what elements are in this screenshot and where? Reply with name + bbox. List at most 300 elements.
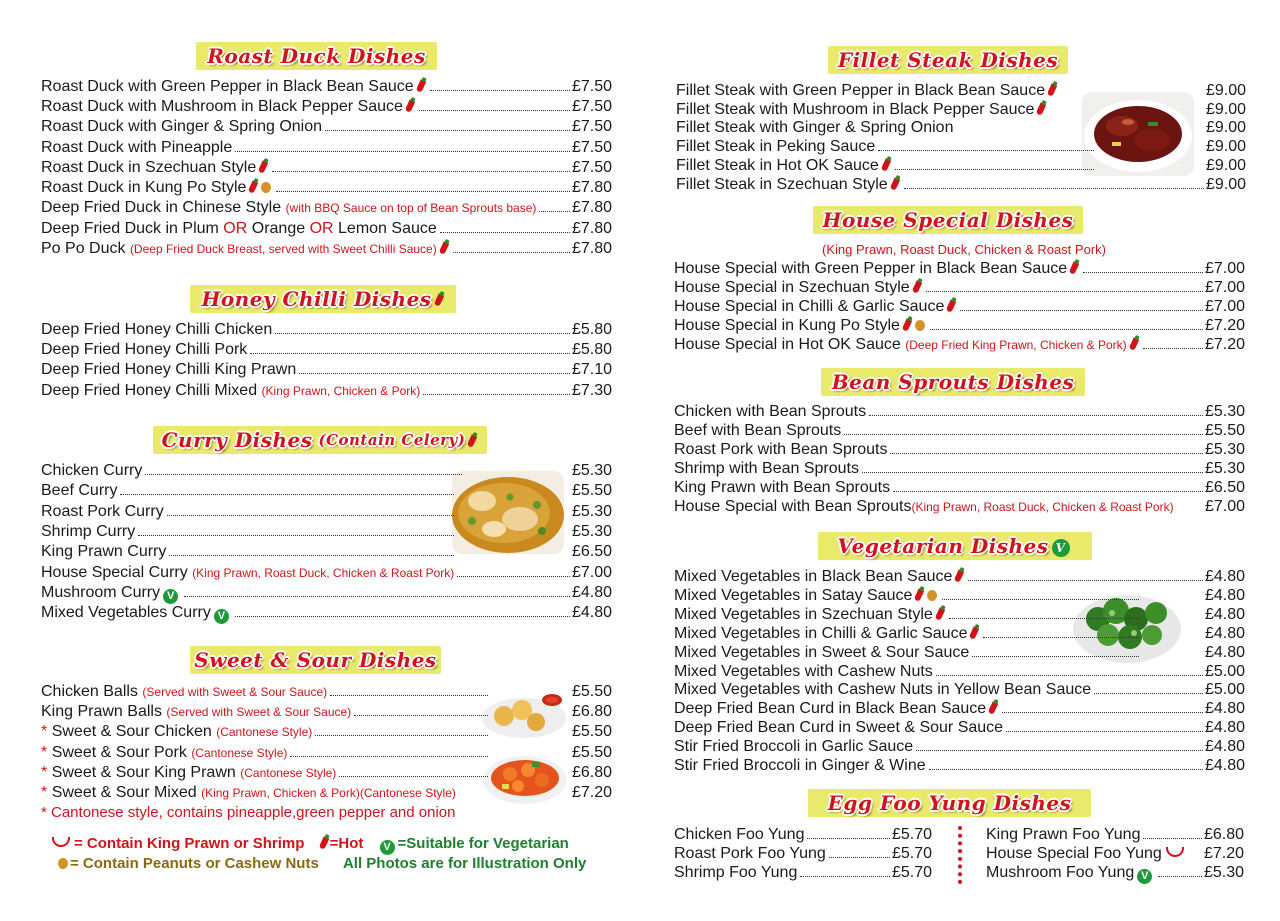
vegetarian-icon: V [1137, 869, 1152, 884]
curry-heading [153, 426, 487, 454]
dot-leader [1143, 838, 1201, 839]
dot-leader [167, 515, 454, 516]
item-name: Stir Fried Broccoli in Ginger & Wine [674, 757, 926, 774]
item-price: £7.20 [1204, 317, 1245, 334]
dot-leader [430, 90, 570, 91]
dot-leader [339, 776, 488, 777]
dot-leader [1158, 876, 1202, 877]
item-price: £6.50 [571, 543, 612, 560]
dot-leader [936, 675, 1203, 676]
column-divider [958, 826, 962, 884]
item-price: £6.80 [571, 764, 612, 781]
item-price: £7.00 [1204, 298, 1245, 315]
menu-row [674, 459, 1245, 478]
chili-icon [415, 79, 426, 92]
house-special-title: House Special Dishes [822, 208, 1074, 232]
item-name: House Special with Green Pepper in Black Bean Sauce [674, 260, 1068, 277]
item-name: Sweet & Sour King Prawn [51, 764, 236, 781]
bean-sprouts-title: Bean Sprouts Dishes [831, 370, 1075, 394]
dot-leader [904, 188, 1204, 189]
item-note: (Deep Fried King Prawn, Chicken & Pork) [905, 338, 1127, 352]
item-price: £7.20 [571, 784, 612, 801]
dot-leader [1143, 348, 1203, 349]
item-name: Fillet Steak with Mushroom in Black Pepper Sauce [676, 101, 1035, 118]
item-name: Shrimp with Bean Sprouts [674, 460, 859, 477]
item-note: (King Prawn, Roast Duck, Chicken & Roast Pork) [192, 566, 455, 580]
item-price: £5.50 [571, 723, 612, 740]
item-price: £5.80 [571, 321, 612, 338]
menu-row [41, 340, 612, 359]
dot-leader [138, 535, 454, 536]
item-price: £4.80 [1204, 738, 1245, 755]
dot-leader [862, 472, 1203, 473]
item-price: £5.30 [1203, 864, 1244, 881]
dot-leader [916, 750, 1203, 751]
item-price: £7.10 [571, 361, 612, 378]
dot-leader [844, 434, 1203, 435]
menu-row [41, 461, 612, 480]
vegetarian-icon: V [214, 609, 229, 624]
item-price: £5.30 [1204, 403, 1245, 420]
fillet-steak-heading [828, 46, 1068, 74]
or-word: OR [223, 220, 248, 237]
item-name: Deep Fried Honey Chilli Chicken [41, 321, 273, 338]
sweet-sour-heading [190, 646, 441, 674]
fillet-steak-title: Fillet Steak Dishes [837, 48, 1059, 72]
menu-row [41, 603, 612, 622]
vegetarian-icon: V [380, 840, 395, 855]
item-name: Mushroom Foo Yung [986, 864, 1135, 881]
dot-leader [457, 576, 570, 577]
curry-title: Curry Dishes [161, 428, 313, 452]
item-name: House Special in Chilli & Garlic Sauce [674, 298, 945, 315]
chili-icon [954, 569, 965, 582]
menu-row [674, 680, 1245, 699]
dot-leader [968, 580, 1203, 581]
item-note: (King Prawn, Roast Duck, Chicken & Roast Pork) [911, 500, 1174, 514]
menu-row [41, 77, 612, 96]
item-price: £6.80 [1203, 826, 1244, 843]
menu-row [674, 440, 1245, 459]
cantonese-footnote [41, 803, 601, 822]
item-name: King Prawn Balls [41, 703, 162, 720]
item-price: £5.30 [571, 503, 612, 520]
item-name: Lemon Sauce [338, 220, 437, 237]
item-price: £5.80 [571, 341, 612, 358]
dot-leader [235, 151, 570, 152]
item-price: £5.50 [571, 482, 612, 499]
item-price: £4.80 [1204, 625, 1245, 642]
item-price: £9.00 [1205, 176, 1246, 193]
item-name: Mushroom Curry [41, 584, 161, 601]
item-name: Mixed Vegetables in Black Bean Sauce [674, 568, 953, 585]
menu-row [674, 497, 1245, 517]
chili-icon [988, 701, 999, 714]
dot-leader [423, 394, 570, 395]
item-note: (Cantonese Style) [216, 725, 313, 739]
item-name: Beef Curry [41, 482, 118, 499]
item-name: Fillet Steak in Szechuan Style [676, 176, 888, 193]
nut-icon [915, 320, 925, 331]
item-price: £4.80 [1204, 700, 1245, 717]
menu-row [986, 863, 1244, 882]
menu-row [674, 421, 1245, 440]
dot-leader [275, 333, 570, 334]
dot-leader [890, 453, 1203, 454]
dot-leader [315, 735, 488, 736]
item-price: £4.80 [1204, 719, 1245, 736]
item-name: Deep Fried Honey Chilli Pork [41, 341, 248, 358]
item-name: Mixed Vegetables Curry [41, 604, 211, 621]
chili-icon [467, 434, 478, 447]
item-price: £5.50 [1204, 422, 1245, 439]
menu-row [676, 175, 1246, 194]
item-name: House Special in Szechuan Style [674, 279, 910, 296]
shrimp-icon [52, 837, 70, 847]
item-name: Fillet Steak in Hot OK Sauce [676, 157, 879, 174]
chili-icon [1128, 337, 1139, 350]
house-special-heading [813, 206, 1083, 234]
item-price: £7.80 [571, 199, 612, 216]
dot-leader [926, 291, 1203, 292]
item-name: Mixed Vegetables with Cashew Nuts [674, 663, 933, 680]
nut-icon [261, 182, 271, 193]
menu-row [986, 844, 1244, 863]
honey-chilli-heading [190, 285, 456, 313]
menu-row [41, 117, 612, 136]
item-name: Mixed Vegetables with Cashew Nuts in Yellow Bean Sauce [674, 681, 1092, 698]
curry-subtitle: (Contain Celery) [318, 431, 466, 449]
item-name: Mixed Vegetables in Satay Sauce [674, 587, 913, 604]
item-price: £4.80 [1204, 757, 1245, 774]
menu-row [674, 662, 1245, 681]
item-name: Deep Fried Bean Curd in Black Bean Sauce [674, 700, 987, 717]
dot-leader [869, 415, 1203, 416]
chili-icon [1069, 261, 1080, 274]
menu-row [41, 138, 612, 157]
chili-icon [433, 293, 444, 306]
item-name: Beef with Bean Sprouts [674, 422, 842, 439]
item-price: £7.00 [1204, 260, 1245, 277]
item-name: Roast Pork Foo Yung [674, 845, 826, 862]
item-price: £5.30 [1204, 460, 1245, 477]
cantonese-star: * [41, 744, 48, 761]
item-price: £4.80 [1204, 568, 1245, 585]
item-name: Deep Fried Duck in Plum [41, 220, 219, 237]
item-price: £9.00 [1205, 138, 1246, 155]
roast-duck-heading [196, 42, 437, 70]
dot-leader [893, 491, 1203, 492]
vegetarian-title: Vegetarian Dishes [837, 534, 1049, 558]
item-price: £7.50 [571, 159, 612, 176]
dot-leader [895, 169, 1094, 170]
dot-leader [184, 596, 570, 597]
item-name: Fillet Steak with Ginger & Spring Onion [676, 119, 954, 136]
item-name: Po Po Duck [41, 240, 126, 257]
item-name: Deep Fried Duck in Chinese Style [41, 199, 282, 216]
legend-line-2 [56, 855, 586, 872]
item-name: Roast Duck with Green Pepper in Black Bean Sauce [41, 78, 414, 95]
menu-row [676, 81, 1246, 100]
item-price: £5.70 [891, 845, 932, 862]
item-name: Sweet & Sour Pork [51, 744, 187, 761]
legend-prawn: = Contain King Prawn or Shrimp [74, 835, 305, 852]
menu-row [41, 178, 612, 197]
vegetarian-heading [818, 532, 1092, 560]
item-price: £7.20 [1204, 336, 1245, 353]
chili-icon [438, 241, 449, 254]
item-price: £7.50 [571, 78, 612, 95]
chili-icon [405, 99, 416, 112]
menu-row [41, 563, 612, 583]
cantonese-star: * [41, 723, 48, 740]
item-name: King Prawn with Bean Sprouts [674, 479, 891, 496]
item-name: Mixed Vegetables in Szechuan Style [674, 606, 933, 623]
menu-row [674, 643, 1245, 662]
menu-row [41, 682, 612, 702]
dot-leader [453, 252, 570, 253]
chili-icon [946, 299, 957, 312]
menu-row [674, 605, 1245, 624]
vegetarian-icon: V [163, 589, 178, 604]
house-special-subtitle-text: (King Prawn, Roast Duck, Chicken & Roast Pork) [822, 242, 1106, 257]
menu-row [674, 278, 1245, 297]
menu-row [41, 360, 612, 379]
item-name: Roast Pork Curry [41, 503, 164, 520]
roast-duck-title: Roast Duck Dishes [207, 44, 426, 68]
menu-row [41, 783, 612, 803]
item-name: King Prawn Curry [41, 543, 167, 560]
item-price: £7.00 [1204, 279, 1245, 296]
item-price: £7.30 [571, 382, 612, 399]
item-name: Roast Duck with Ginger & Spring Onion [41, 118, 323, 135]
dot-leader [1050, 113, 1094, 114]
menu-row [41, 97, 612, 116]
dot-leader [459, 796, 488, 797]
item-price: £4.80 [1204, 644, 1245, 661]
dot-leader [1006, 731, 1203, 732]
dot-leader [325, 130, 570, 131]
item-name: House Special in Hot OK Sauce [674, 336, 901, 353]
item-price: £7.50 [571, 98, 612, 115]
item-name: House Special with Bean Sprouts [674, 498, 912, 515]
menu-row [41, 763, 612, 783]
dot-leader [949, 618, 1139, 619]
menu-row [674, 335, 1245, 355]
dot-leader [1002, 712, 1203, 713]
item-price: £4.80 [571, 604, 612, 621]
item-name: King Prawn Foo Yung [986, 826, 1141, 843]
item-name: Fillet Steak in Peking Sauce [676, 138, 876, 155]
item-note: (King Prawn, Chicken & Pork) [261, 384, 421, 398]
item-price: £7.80 [571, 220, 612, 237]
dot-leader [800, 876, 890, 877]
chili-icon [902, 318, 913, 331]
menu-row [41, 158, 612, 177]
house-special-subtitle [674, 240, 1254, 259]
menu-row [674, 825, 932, 844]
dot-leader [929, 769, 1203, 770]
item-note: (King Prawn, Chicken & Pork)(Cantonese Style) [201, 786, 456, 800]
dot-leader [960, 310, 1203, 311]
item-price: £9.00 [1205, 82, 1246, 99]
item-price: £5.50 [571, 683, 612, 700]
dot-leader [354, 715, 488, 716]
dot-leader [1061, 94, 1094, 95]
menu-row [674, 737, 1245, 756]
chili-icon [1047, 83, 1058, 96]
dot-leader [878, 150, 1094, 151]
nut-icon [58, 858, 68, 869]
item-price: £5.00 [1204, 663, 1245, 680]
or-word: OR [309, 220, 334, 237]
item-price: £5.00 [1204, 681, 1245, 698]
cantonese-star: * [41, 764, 48, 781]
dot-leader [972, 656, 1139, 657]
item-note: (Served with Sweet & Sour Sauce) [142, 685, 328, 699]
dot-leader [169, 555, 454, 556]
dot-leader [419, 110, 570, 111]
bean-sprouts-heading [821, 368, 1085, 396]
item-price: £5.50 [571, 744, 612, 761]
chili-icon [881, 158, 892, 171]
item-price: £4.80 [1204, 587, 1245, 604]
chili-icon [969, 626, 980, 639]
item-price: £7.80 [571, 179, 612, 196]
item-price: £7.50 [571, 118, 612, 135]
item-name: Mixed Vegetables in Chilli & Garlic Sauce [674, 625, 968, 642]
legend-nuts: = Contain Peanuts or Cashew Nuts [70, 855, 319, 872]
chili-icon [914, 588, 925, 601]
chili-icon [258, 160, 269, 173]
dot-leader [290, 756, 488, 757]
item-name: Roast Duck with Pineapple [41, 139, 233, 156]
item-note: (with BBQ Sauce on top of Bean Sprouts base) [285, 201, 537, 215]
legend-line-1 [48, 835, 569, 853]
dot-leader [1188, 857, 1204, 858]
item-price: £7.80 [571, 240, 612, 257]
dot-leader [1094, 693, 1203, 694]
menu-row [674, 297, 1245, 316]
dot-leader [250, 353, 570, 354]
item-name: Mixed Vegetables in Sweet & Sour Sauce [674, 644, 970, 661]
item-name: Sweet & Sour Chicken [51, 723, 212, 740]
menu-row [674, 567, 1245, 586]
menu-row [986, 825, 1244, 844]
dot-leader [330, 695, 488, 696]
menu-row [41, 722, 612, 742]
menu-row [41, 542, 612, 561]
item-price: £5.70 [891, 864, 932, 881]
menu-row [674, 586, 1245, 605]
menu-row [41, 583, 612, 602]
item-price: £5.70 [891, 826, 932, 843]
item-name: Deep Fried Honey Chilli Mixed [41, 382, 258, 399]
item-name: Orange [251, 220, 306, 237]
dot-leader [299, 373, 570, 374]
item-price: £9.00 [1205, 119, 1246, 136]
dot-leader [1177, 510, 1203, 511]
menu-row [41, 198, 612, 218]
dot-leader [539, 211, 570, 212]
item-name: Chicken Foo Yung [674, 826, 805, 843]
legend-veg: =Suitable for Vegetarian [397, 835, 569, 852]
dot-leader [807, 838, 889, 839]
item-name: Deep Fried Honey Chilli King Prawn [41, 361, 297, 378]
menu-row [41, 481, 612, 500]
menu-row [674, 699, 1245, 718]
item-price: £7.50 [571, 139, 612, 156]
menu-row [41, 239, 612, 259]
footnote-text: * Cantonese style, contains pineapple,green pepper and onion [41, 804, 456, 821]
vegetarian-icon: V [1052, 539, 1070, 557]
menu-row [41, 502, 612, 521]
item-name: Chicken Curry [41, 462, 143, 479]
menu-row [41, 743, 612, 763]
item-name: House Special Curry [41, 564, 188, 581]
chili-icon [1036, 102, 1047, 115]
dot-leader [930, 329, 1203, 330]
menu-row [676, 118, 1246, 137]
dot-leader [1083, 272, 1203, 273]
menu-row [674, 718, 1245, 737]
item-name: Deep Fried Bean Curd in Sweet & Sour Sauce [674, 719, 1004, 736]
menu-row [674, 624, 1245, 643]
item-name: Shrimp Curry [41, 523, 136, 540]
item-name: Roast Duck in Kung Po Style [41, 179, 247, 196]
item-name: Fillet Steak with Green Pepper in Black Bean Sauce [676, 82, 1046, 99]
item-name: House Special in Kung Po Style [674, 317, 900, 334]
item-name: House Special Foo Yung [986, 845, 1162, 862]
egg-foo-yung-heading [808, 789, 1091, 817]
honey-chilli-title: Honey Chilli Dishes [201, 287, 432, 311]
item-name: Chicken Balls [41, 683, 138, 700]
legend-photos: All Photos are for Illustration Only [342, 855, 587, 872]
egg-foo-yung-title: Egg Foo Yung Dishes [827, 791, 1072, 815]
menu-row [676, 156, 1246, 175]
shrimp-icon [1166, 847, 1184, 857]
menu-row [676, 100, 1246, 119]
item-name: Sweet & Sour Mixed [51, 784, 197, 801]
item-price: £7.00 [1204, 498, 1245, 515]
item-price: £7.20 [1203, 845, 1244, 862]
item-note: (Cantonese Style) [191, 746, 288, 760]
item-name: Roast Pork with Bean Sprouts [674, 441, 888, 458]
dot-leader [145, 474, 462, 475]
dot-leader [120, 494, 453, 495]
dot-leader [942, 599, 1139, 600]
chili-icon [911, 280, 922, 293]
item-price: £5.30 [571, 523, 612, 540]
menu-row [41, 219, 612, 238]
dot-leader [829, 857, 890, 858]
item-price: £5.30 [571, 462, 612, 479]
menu-row [41, 320, 612, 339]
item-note: (Deep Fried Duck Breast, served with Sweet Chilli Sauce) [129, 242, 437, 256]
item-name: Roast Duck in Szechuan Style [41, 159, 257, 176]
dot-leader [235, 616, 570, 617]
menu-row [41, 522, 612, 541]
chili-icon [318, 836, 329, 849]
sweet-sour-title: Sweet & Sour Dishes [194, 648, 437, 672]
menu-row [674, 316, 1245, 335]
legend-hot: =Hot [329, 835, 364, 852]
menu-row [41, 381, 612, 401]
menu-row [674, 478, 1245, 497]
item-price: £9.00 [1205, 101, 1246, 118]
menu-row [674, 844, 932, 863]
dot-leader [956, 131, 1093, 132]
